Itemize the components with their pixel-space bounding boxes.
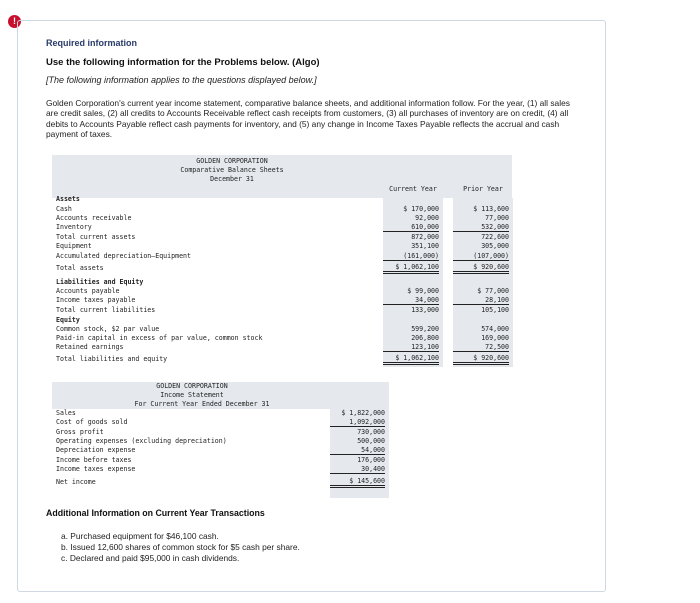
income-statement bbox=[52, 382, 389, 498]
applies-note: [The following information applies to the questions displayed below.] bbox=[46, 75, 317, 85]
bs-current-value: $ 1,062,100 bbox=[383, 263, 439, 274]
bs-prior-value: 532,000 bbox=[453, 223, 509, 232]
bs-date: December 31 bbox=[210, 175, 254, 183]
bs-prior-value: 574,000 bbox=[481, 325, 509, 333]
is-value: 730,000 bbox=[357, 428, 385, 436]
is-row-label: Operating expenses (excluding depreciation) bbox=[56, 437, 227, 445]
bs-row-label: Total liabilities and equity bbox=[56, 355, 168, 363]
bs-current-value: 133,000 bbox=[411, 306, 439, 314]
bs-current-value: 92,000 bbox=[415, 214, 439, 222]
bs-row-label: Accounts payable bbox=[56, 287, 120, 295]
bs-current-value: 123,100 bbox=[383, 343, 439, 352]
bs-current-value: (161,000) bbox=[383, 252, 439, 261]
bs-row-label: Income taxes payable bbox=[56, 296, 136, 304]
bs-row-label: Total current assets bbox=[56, 233, 136, 241]
bs-prior-value: (107,000) bbox=[453, 252, 509, 261]
bs-current-value: 34,000 bbox=[383, 296, 439, 305]
required-information-title: Required information bbox=[46, 38, 138, 48]
col-prior-year: Prior Year bbox=[463, 185, 503, 193]
is-row-label: Net income bbox=[56, 478, 96, 486]
is-row-label: Income before taxes bbox=[56, 456, 132, 464]
bs-current-value: $ 1,062,100 bbox=[383, 354, 439, 365]
bs-prior-value: 305,000 bbox=[481, 242, 509, 250]
bs-row-label: Paid-in capital in excess of par value, common stock bbox=[56, 334, 263, 342]
is-value: 1,092,000 bbox=[330, 418, 385, 427]
bs-current-value: 610,000 bbox=[383, 223, 439, 232]
balance-sheet bbox=[52, 155, 512, 367]
is-value: 54,000 bbox=[330, 446, 385, 455]
col-current-year: Current Year bbox=[389, 185, 437, 193]
bs-row-label: Total assets bbox=[56, 264, 104, 272]
list-item: b. Issued 12,600 shares of common stock for $5 cash per share. bbox=[61, 542, 300, 552]
bs-row-label: Cash bbox=[56, 205, 72, 213]
is-row-label: Sales bbox=[56, 409, 76, 417]
is-period: For Current Year Ended December 31 bbox=[134, 400, 270, 408]
bs-prior-value: $ 920,600 bbox=[453, 263, 509, 274]
bs-row-label: Total current liabilities bbox=[56, 306, 156, 314]
is-row-label: Cost of goods sold bbox=[56, 418, 128, 426]
bs-company: GOLDEN CORPORATION bbox=[196, 157, 268, 165]
is-value: 500,000 bbox=[357, 437, 385, 445]
bs-row-label: Accounts receivable bbox=[56, 214, 132, 222]
bs-prior-value: $ 113,600 bbox=[473, 205, 509, 213]
bs-row-label: Inventory bbox=[56, 223, 92, 231]
is-value: $ 145,600 bbox=[330, 477, 385, 488]
bs-row-label: Accumulated depreciation—Equipment bbox=[56, 252, 191, 260]
bs-current-value: $ 170,000 bbox=[403, 205, 439, 213]
bs-row-label: Retained earnings bbox=[56, 343, 124, 351]
additional-info-list bbox=[61, 531, 300, 564]
bs-current-value: $ 99,000 bbox=[407, 287, 439, 295]
liabilities-heading: Liabilities and Equity bbox=[56, 278, 144, 286]
list-item: c. Declared and paid $95,000 in cash dividends. bbox=[61, 553, 240, 563]
equity-heading: Equity bbox=[56, 316, 80, 324]
is-value: $ 1,822,000 bbox=[341, 409, 385, 417]
is-row-label: Gross profit bbox=[56, 428, 104, 436]
bs-prior-value: 105,100 bbox=[481, 306, 509, 314]
bs-current-value: 872,000 bbox=[411, 233, 439, 241]
assets-heading: Assets bbox=[56, 195, 80, 203]
is-row-label: Income taxes expense bbox=[56, 465, 136, 473]
bs-prior-value: 28,100 bbox=[453, 296, 509, 305]
is-value: 176,000 bbox=[357, 456, 385, 464]
problem-card bbox=[17, 20, 606, 592]
bs-prior-value: $ 77,000 bbox=[477, 287, 509, 295]
alert-icon: ! bbox=[8, 15, 21, 28]
additional-info-heading: Additional Information on Current Year Transactions bbox=[46, 508, 265, 518]
is-title: Income Statement bbox=[160, 391, 224, 399]
bs-row-label: Equipment bbox=[56, 242, 92, 250]
use-following-heading: Use the following information for the Problems below. (Algo) bbox=[46, 57, 320, 68]
bs-current-value: 351,100 bbox=[411, 242, 439, 250]
bs-prior-value: $ 920,600 bbox=[453, 354, 509, 365]
bs-current-value: 206,800 bbox=[411, 334, 439, 342]
bs-prior-value: 77,000 bbox=[485, 214, 509, 222]
is-row-label: Depreciation expense bbox=[56, 446, 136, 454]
bs-title: Comparative Balance Sheets bbox=[180, 166, 284, 174]
list-item: a. Purchased equipment for $46,100 cash. bbox=[61, 531, 219, 541]
bs-row-label: Common stock, $2 par value bbox=[56, 325, 160, 333]
bs-prior-value: 169,000 bbox=[481, 334, 509, 342]
bs-prior-value: 72,500 bbox=[453, 343, 509, 352]
intro-paragraph: Golden Corporation's current year income statement, comparative balance sheets, and additional information follow. For the year, (1) all sales are credit sales, (2) all credits to Accounts Receivable reflect cash receipts from customers, (3) all purchases of inventory are on credit, (4) all debits to Accounts Payable reflect cash payments for inventory, and (5) any change in Income Taxes Payable reflects the accrual and cash payment of taxes. bbox=[46, 98, 570, 140]
is-value: 30,400 bbox=[330, 465, 385, 474]
bs-prior-value: 722,600 bbox=[481, 233, 509, 241]
is-company: GOLDEN CORPORATION bbox=[156, 382, 228, 390]
bs-current-value: 599,200 bbox=[411, 325, 439, 333]
